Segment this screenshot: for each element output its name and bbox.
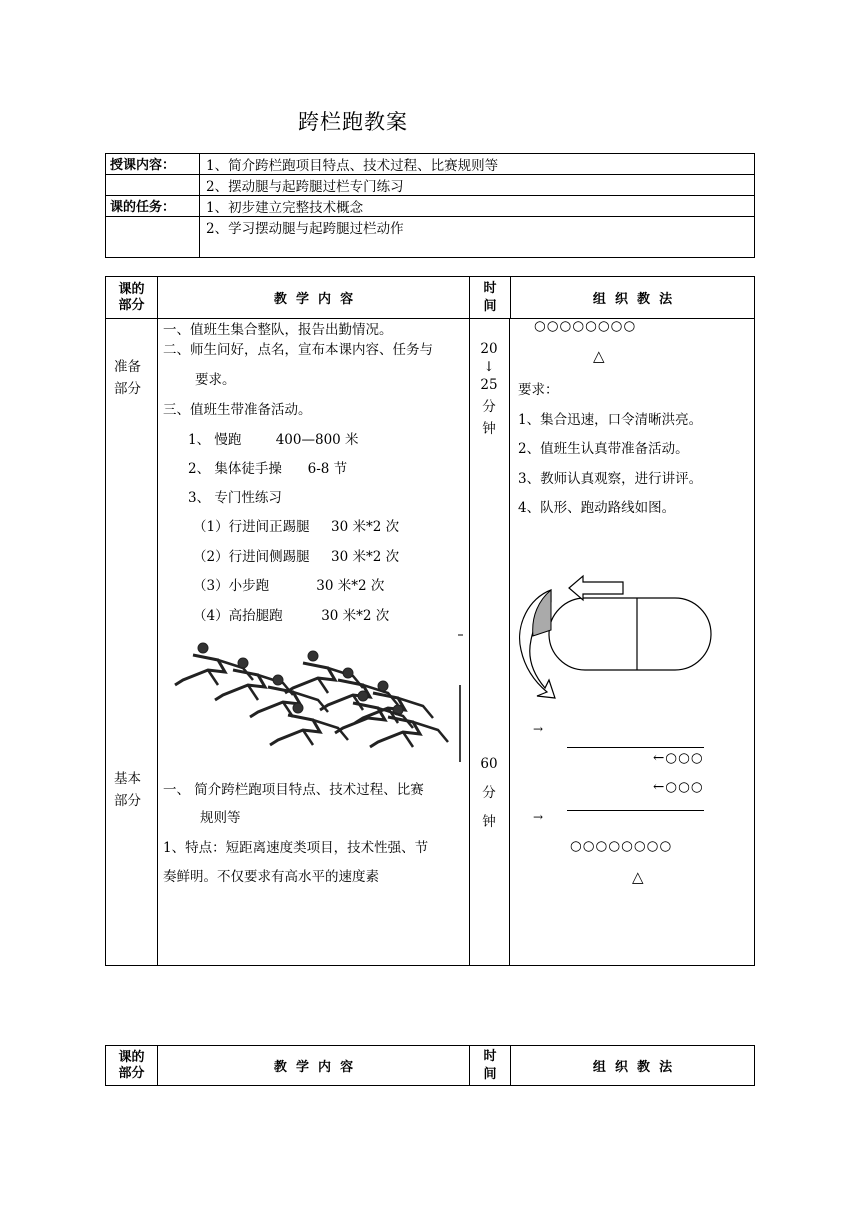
circles-row: ○○○○○○○○	[570, 838, 673, 854]
prep-line: （1）行进间正踢腿 30 米*2 次	[193, 519, 400, 535]
requirement-item: 1、集合迅速，口令清晰洪亮。	[518, 412, 703, 428]
prep-part-label: 准备部分	[114, 359, 141, 397]
info-label-task: 课的任务：	[106, 196, 200, 217]
group-a: ←○○○	[653, 750, 704, 766]
requirement-item: 2、值班生认真带准备活动。	[518, 441, 689, 457]
lesson-header-table	[105, 276, 755, 319]
prep-line: （4）高抬腿跑 30 米*2 次	[193, 608, 390, 624]
header-content: 教 学 内 容	[158, 277, 470, 319]
prep-line: 三、值班生带准备活动。	[163, 402, 312, 418]
info-value-2: 2、摆动腿与起跨腿过栏专门练习	[200, 175, 755, 196]
requirement-item: 3、教师认真观察，进行讲评。	[518, 471, 703, 487]
header-method: 组 织 教 法	[511, 277, 755, 319]
prep-line: 3、 专门性练习	[188, 490, 282, 506]
prep-line: （2）行进间侧踢腿 30 米*2 次	[193, 549, 400, 565]
prep-line: 二、师生问好，点名，宣布本课内容、任务与	[163, 342, 433, 358]
info-label-empty	[106, 175, 200, 196]
prep-line: 2、 集体徒手操 6-8 节	[188, 461, 348, 477]
hurdle-line	[567, 747, 704, 748]
info-value-1: 1、简介跨栏跑项目特点、技术过程、比赛规则等	[200, 154, 755, 175]
group-b: ←○○○	[653, 779, 704, 795]
header-part-label: 课的部分	[118, 281, 145, 313]
basic-part-label: 基本部分	[114, 771, 141, 809]
info-label-empty-2	[106, 217, 200, 258]
lesson-info-table	[105, 153, 755, 258]
header-method: 组 织 教 法	[511, 1046, 755, 1086]
basic-time-line: 钟	[482, 814, 496, 830]
formation-triangle: △	[593, 347, 605, 365]
prep-time-line: 钟	[482, 421, 496, 437]
basic-line: 规则等	[200, 810, 241, 826]
divider	[157, 318, 158, 966]
prep-time-line: 25	[480, 377, 498, 393]
running-route-diagram	[513, 570, 743, 700]
arrow-right-icon: →	[533, 722, 544, 736]
teacher-triangle: △	[632, 868, 644, 886]
arrow-left-icon	[569, 576, 623, 600]
info-value-3: 1、初步建立完整技术概念	[200, 196, 755, 217]
info-value-4: 2、学习摆动腿与起跨腿过栏动作	[200, 217, 755, 258]
divider	[509, 318, 510, 966]
header-time-label: 时间	[483, 1048, 497, 1082]
info-label-content: 授课内容：	[106, 154, 200, 175]
header-time-label: 时间	[483, 280, 497, 314]
prep-line: （3）小步跑 30 米*2 次	[193, 578, 385, 594]
prep-time-line: ↓	[483, 359, 495, 375]
divider	[469, 318, 470, 966]
requirement-item: 4、队形、跑动路线如图。	[518, 500, 676, 516]
header-time	[470, 1046, 511, 1086]
header-content: 教 学 内 容	[158, 1046, 470, 1086]
prep-line: 要求。	[195, 372, 236, 388]
requirements-title: 要求：	[518, 382, 559, 398]
prep-line: 1、 慢跑 400—800 米	[188, 432, 359, 448]
basic-time-line: 分	[482, 785, 496, 801]
formation-circles: ○○○○○○○○	[534, 318, 637, 334]
prep-time-line: 20	[480, 341, 498, 357]
basic-time-line: 60	[480, 756, 498, 772]
basic-line: 一、 简介跨栏跑项目特点、技术过程、比赛	[163, 782, 424, 798]
prep-time	[480, 338, 498, 440]
lesson-header-table-2	[105, 1045, 755, 1086]
hurdlers-illustration	[163, 630, 463, 765]
arrow-right-icon: →	[533, 810, 544, 824]
header-part	[106, 277, 158, 319]
basic-line: 1、特点：短距离速度类项目，技术性强、节	[163, 840, 429, 856]
header-part-label: 课的部分	[118, 1049, 145, 1081]
basic-time	[478, 750, 500, 837]
header-time	[470, 277, 511, 319]
basic-line: 奏鲜明。不仅要求有高水平的速度素	[163, 869, 379, 885]
header-part	[106, 1046, 158, 1086]
prep-line: 一、值班生集合整队，报告出勤情况。	[163, 322, 393, 338]
page-title: 跨栏跑教案	[298, 110, 408, 134]
hurdle-line	[567, 810, 704, 811]
prep-time-line: 分	[482, 399, 496, 415]
